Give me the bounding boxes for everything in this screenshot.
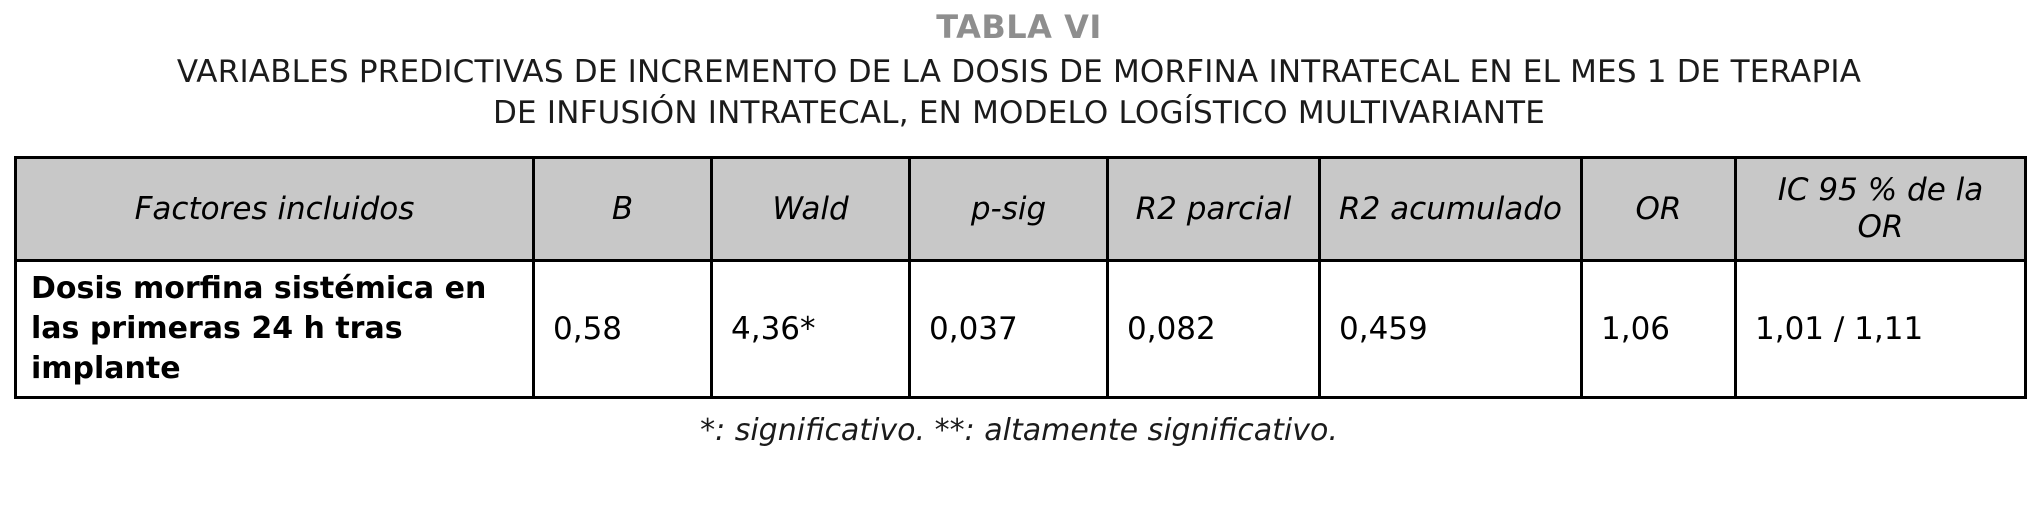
column-header-ic95: IC 95 % de la OR [1736, 158, 2026, 261]
cell-ic95: 1,01 / 1,11 [1736, 261, 2026, 398]
column-header-or: OR [1582, 158, 1736, 261]
cell-factor: Dosis morfina sistémica en las primeras 24 h tras implante [16, 261, 534, 398]
column-header-p-sig: p-sig [910, 158, 1108, 261]
cell-r2-acumulado: 0,459 [1320, 261, 1582, 398]
results-table [14, 156, 2027, 399]
table-number: TABLA VI [936, 8, 1102, 46]
column-header-b: B [534, 158, 712, 261]
page-title [14, 52, 2024, 134]
cell-p-sig: 0,037 [910, 261, 1108, 398]
column-header-factores: Factores incluidos [16, 158, 534, 261]
document-page [0, 8, 2038, 526]
table-row [16, 261, 2026, 398]
column-header-r2-acumulado: R2 acumulado [1320, 158, 1582, 261]
column-header-wald: Wald [712, 158, 910, 261]
cell-b: 0,58 [534, 261, 712, 398]
table-header [16, 158, 2026, 261]
column-header-r2-parcial: R2 parcial [1108, 158, 1320, 261]
cell-or: 1,06 [1582, 261, 1736, 398]
table-footnote: *: significativo. **: altamente significativo. [700, 413, 1338, 449]
cell-r2-parcial: 0,082 [1108, 261, 1320, 398]
table-body [16, 261, 2026, 398]
table-header-row [16, 158, 2026, 261]
cell-wald: 4,36* [712, 261, 910, 398]
title-line-2: DE INFUSIÓN INTRATECAL, EN MODELO LOGÍSTICO MULTIVARIANTE [492, 95, 1546, 132]
title-line-1: VARIABLES PREDICTIVAS DE INCREMENTO DE LA DOSIS DE MORFINA INTRATECAL EN EL MES 1 DE TERAPIA [176, 54, 1862, 91]
